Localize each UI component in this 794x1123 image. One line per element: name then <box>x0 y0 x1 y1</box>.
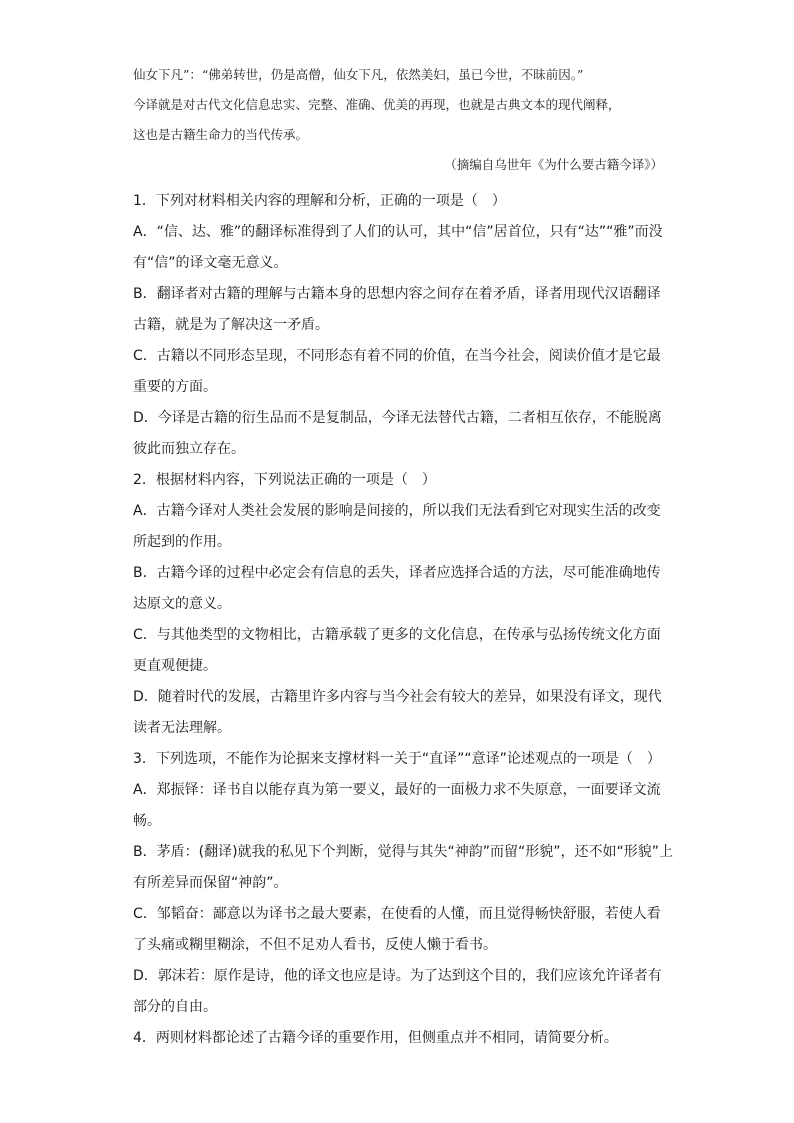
question-1-option-b: B．翻译者对古籍的理解与古籍本身的思想内容之间存在着矛盾，译者用现代汉语翻译 <box>133 286 661 302</box>
question-1-stem: 1．下列对材料相关内容的理解和分析，正确的一项是（ ） <box>133 193 506 209</box>
material-passage <box>133 60 663 180</box>
question-4-stem: 4．两则材料都论述了古籍今译的重要作用，但侧重点并不相同，请简要分析。 <box>133 1030 618 1046</box>
question-3-option-c: C．邹韬奋：鄙意以为译书之最大要素，在使看的人懂，而且觉得畅快舒服，若使人看 <box>133 906 661 922</box>
passage-line: 今译就是对古代文化信息忠实、完整、准确、优美的再现，也就是古典文本的现代阐释， <box>133 97 621 112</box>
question-3-option-d: D．郭沫若：原作是诗，他的译文也应是诗。为了达到这个目的，我们应该允许译者有 <box>133 968 662 984</box>
question-1-option-d-cont: 彼此而独立存在。 <box>133 441 245 457</box>
question-2-option-b-cont: 达原文的意义。 <box>133 596 231 612</box>
question-2-option-a-cont: 所起到的作用。 <box>133 534 231 550</box>
question-2-option-a: A．古籍今译对人类社会发展的影响是间接的，所以我们无法看到它对现实生活的改变 <box>133 503 661 519</box>
question-list <box>133 186 674 1054</box>
question-2-option-c-cont: 更直观便捷。 <box>133 658 217 674</box>
question-2-option-d-cont: 读者无法理解。 <box>133 720 231 736</box>
question-3-option-c-cont: 了头痛或糊里糊涂，不但不足劝人看书，反使人懒于看书。 <box>133 937 497 953</box>
question-2-option-d: D．随着时代的发展，古籍里许多内容与当今社会有较大的差异，如果没有译文，现代 <box>133 689 662 705</box>
question-1-option-b-cont: 古籍，就是为了解决这一矛盾。 <box>133 317 329 333</box>
question-1-option-a-cont: 有“信”的译文毫无意义。 <box>133 255 288 271</box>
question-3-stem: 3．下列选项，不能作为论据来支撑材料一关于“直译”“意译”论述观点的一项是（ ） <box>133 751 661 767</box>
passage-line: 仙女下凡”：“佛弟转世，仍是高僧，仙女下凡，依然美妇，虽已今世，不昧前因。” <box>133 67 584 82</box>
question-1-option-c-cont: 重要的方面。 <box>133 379 217 395</box>
question-3-option-a-cont: 畅。 <box>133 813 161 829</box>
passage-line: 这也是古籍生命力的当代传承。 <box>133 127 309 142</box>
question-3-option-b-cont: 有所差异而保留“神韵”。 <box>133 875 288 891</box>
question-1-option-d: D．今译是古籍的衍生品而不是复制品，今译无法替代古籍，二者相互依存，不能脱离 <box>133 410 662 426</box>
question-3-option-b: B．茅盾：(翻译)就我的私见下个判断，觉得与其失“神韵”而留“形貌”，还不如“形貌”上 <box>133 844 674 860</box>
question-3-option-d-cont: 部分的自由。 <box>133 999 217 1015</box>
question-2-option-b: B．古籍今译的过程中必定会有信息的丢失，译者应选择合适的方法，尽可能准确地传 <box>133 565 661 581</box>
question-3-option-a: A．郑振铎：译书自以能存真为第一要义，最好的一面极力求不失原意，一面要译文流 <box>133 782 661 798</box>
question-2-option-c: C．与其他类型的文物相比，古籍承载了更多的文化信息，在传承与弘扬传统文化方面 <box>133 627 661 643</box>
question-2-stem: 2．根据材料内容，下列说法正确的一项是（ ） <box>133 472 436 488</box>
source-citation: （摘编自乌世年《为什么要古籍今译》） <box>444 157 663 172</box>
question-1-option-a: A．“信、达、雅”的翻译标准得到了人们的认可，其中“信”居首位，只有“达”“雅”而没 <box>133 224 663 240</box>
question-1-option-c: C．古籍以不同形态呈现，不同形态有着不同的价值，在当今社会，阅读价值才是它最 <box>133 348 661 364</box>
